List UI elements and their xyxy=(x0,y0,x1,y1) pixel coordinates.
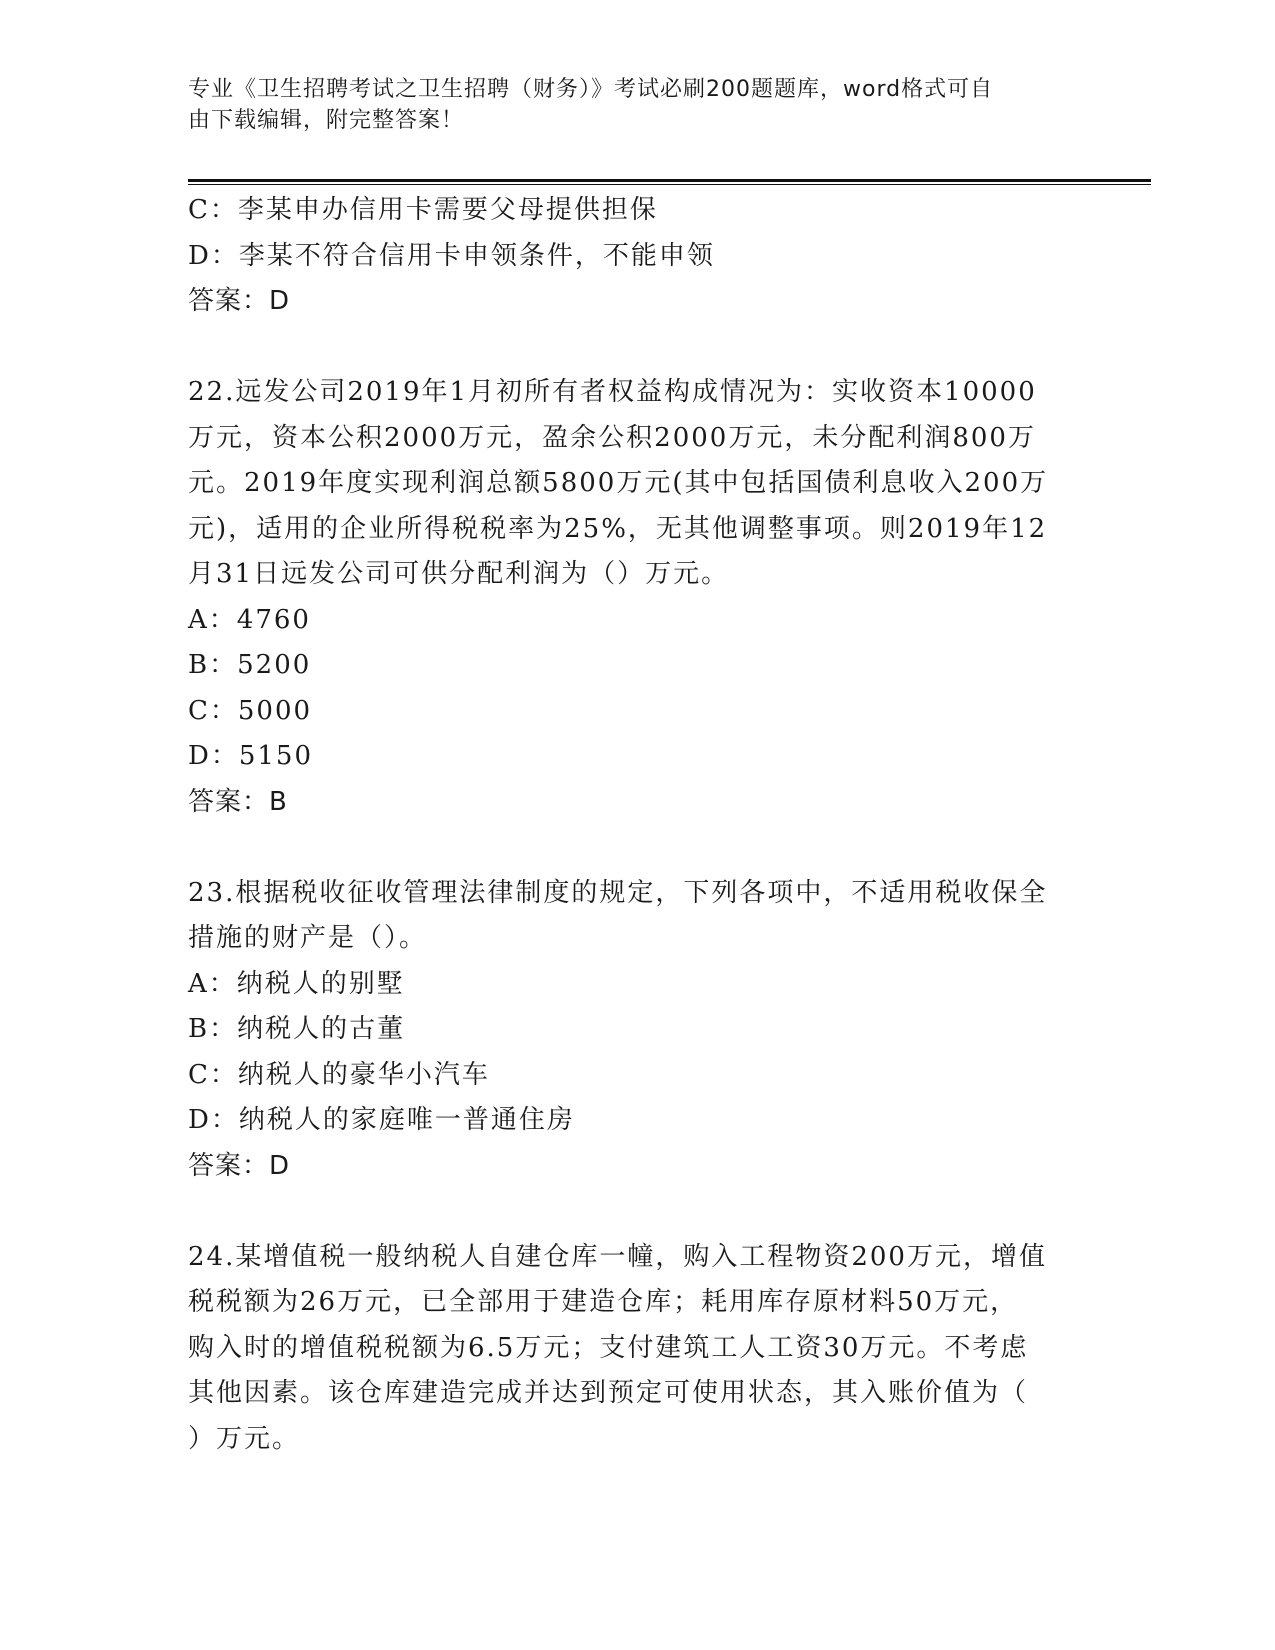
q22-stem-line: 元)，适用的企业所得税税率为25%，无其他调整事项。则2019年12 xyxy=(188,513,1048,544)
question-23 xyxy=(188,871,1088,1190)
q23-stem-line: 措施的财产是（）。 xyxy=(188,923,428,953)
prev-option-c: C：李某申办信用卡需要父母提供担保 xyxy=(188,195,658,225)
spacer xyxy=(188,325,1088,371)
q22-stem-line: 元。2019年度实现利润总额5800万元(其中包括国债利息收入200万 xyxy=(188,468,1049,498)
q23-option-a: A：纳税人的别墅 xyxy=(188,968,405,999)
q22-answer: 答案：B xyxy=(188,786,288,817)
header-line-2: 由下载编辑，附完整答案！ xyxy=(188,108,465,133)
q22-option-d: D：5150 xyxy=(188,741,314,771)
q23-stem-line: 23.根据税收征收管理法律制度的规定，下列各项中，不适用税收保全 xyxy=(188,877,1048,908)
q24-stem-line: 其他因素。该仓库建造完成并达到预定可使用状态，其入账价值为（ xyxy=(188,1378,1029,1408)
header-rule-thick xyxy=(188,179,1151,182)
question-24 xyxy=(188,1235,1088,1463)
q23-option-c: C：纳税人的豪华小汽车 xyxy=(188,1059,490,1090)
q23-answer: 答案：D xyxy=(188,1150,291,1181)
q24-stem-line: 税税额为26万元，已全部用于建造仓库；耗用库存原材料50万元， xyxy=(188,1287,1019,1317)
q24-stem-line: 购入时的增值税税额为6.5万元；支付建筑工人工资30万元。不考虑 xyxy=(188,1332,1029,1363)
q22-option-b: B：5200 xyxy=(188,650,312,680)
q22-option-a: A：4760 xyxy=(188,604,311,635)
header-line-1: 专业《卫生招聘考试之卫生招聘（财务）》考试必刷200题题库，word格式可自 xyxy=(188,77,994,102)
prev-answer: 答案：D xyxy=(188,286,291,316)
q22-option-c: C：5000 xyxy=(188,695,313,726)
header-rule-thin xyxy=(188,184,1151,185)
question-22 xyxy=(188,370,1088,825)
prev-option-d: D：李某不符合信用卡申领条件，不能申领 xyxy=(188,240,715,271)
spacer xyxy=(188,1189,1088,1235)
question-content xyxy=(188,188,1088,1462)
q22-stem-line: 月31日远发公司可供分配利润为（）万元。 xyxy=(188,559,730,589)
q24-stem-line: ）万元。 xyxy=(188,1423,301,1454)
q23-option-d: D：纳税人的家庭唯一普通住房 xyxy=(188,1105,575,1135)
q22-stem-line: 万元，资本公积2000万元，盈余公积2000万元，未分配利润800万 xyxy=(188,422,1036,453)
spacer xyxy=(188,825,1088,871)
page-header xyxy=(188,74,1078,136)
q23-option-b: B：纳税人的古董 xyxy=(188,1014,406,1044)
q22-stem-line: 22.远发公司2019年1月初所有者权益构成情况为：实收资本10000 xyxy=(188,377,1037,407)
q24-stem-line: 24.某增值税一般纳税人自建仓库一幢，购入工程物资200万元，增值 xyxy=(188,1241,1047,1272)
